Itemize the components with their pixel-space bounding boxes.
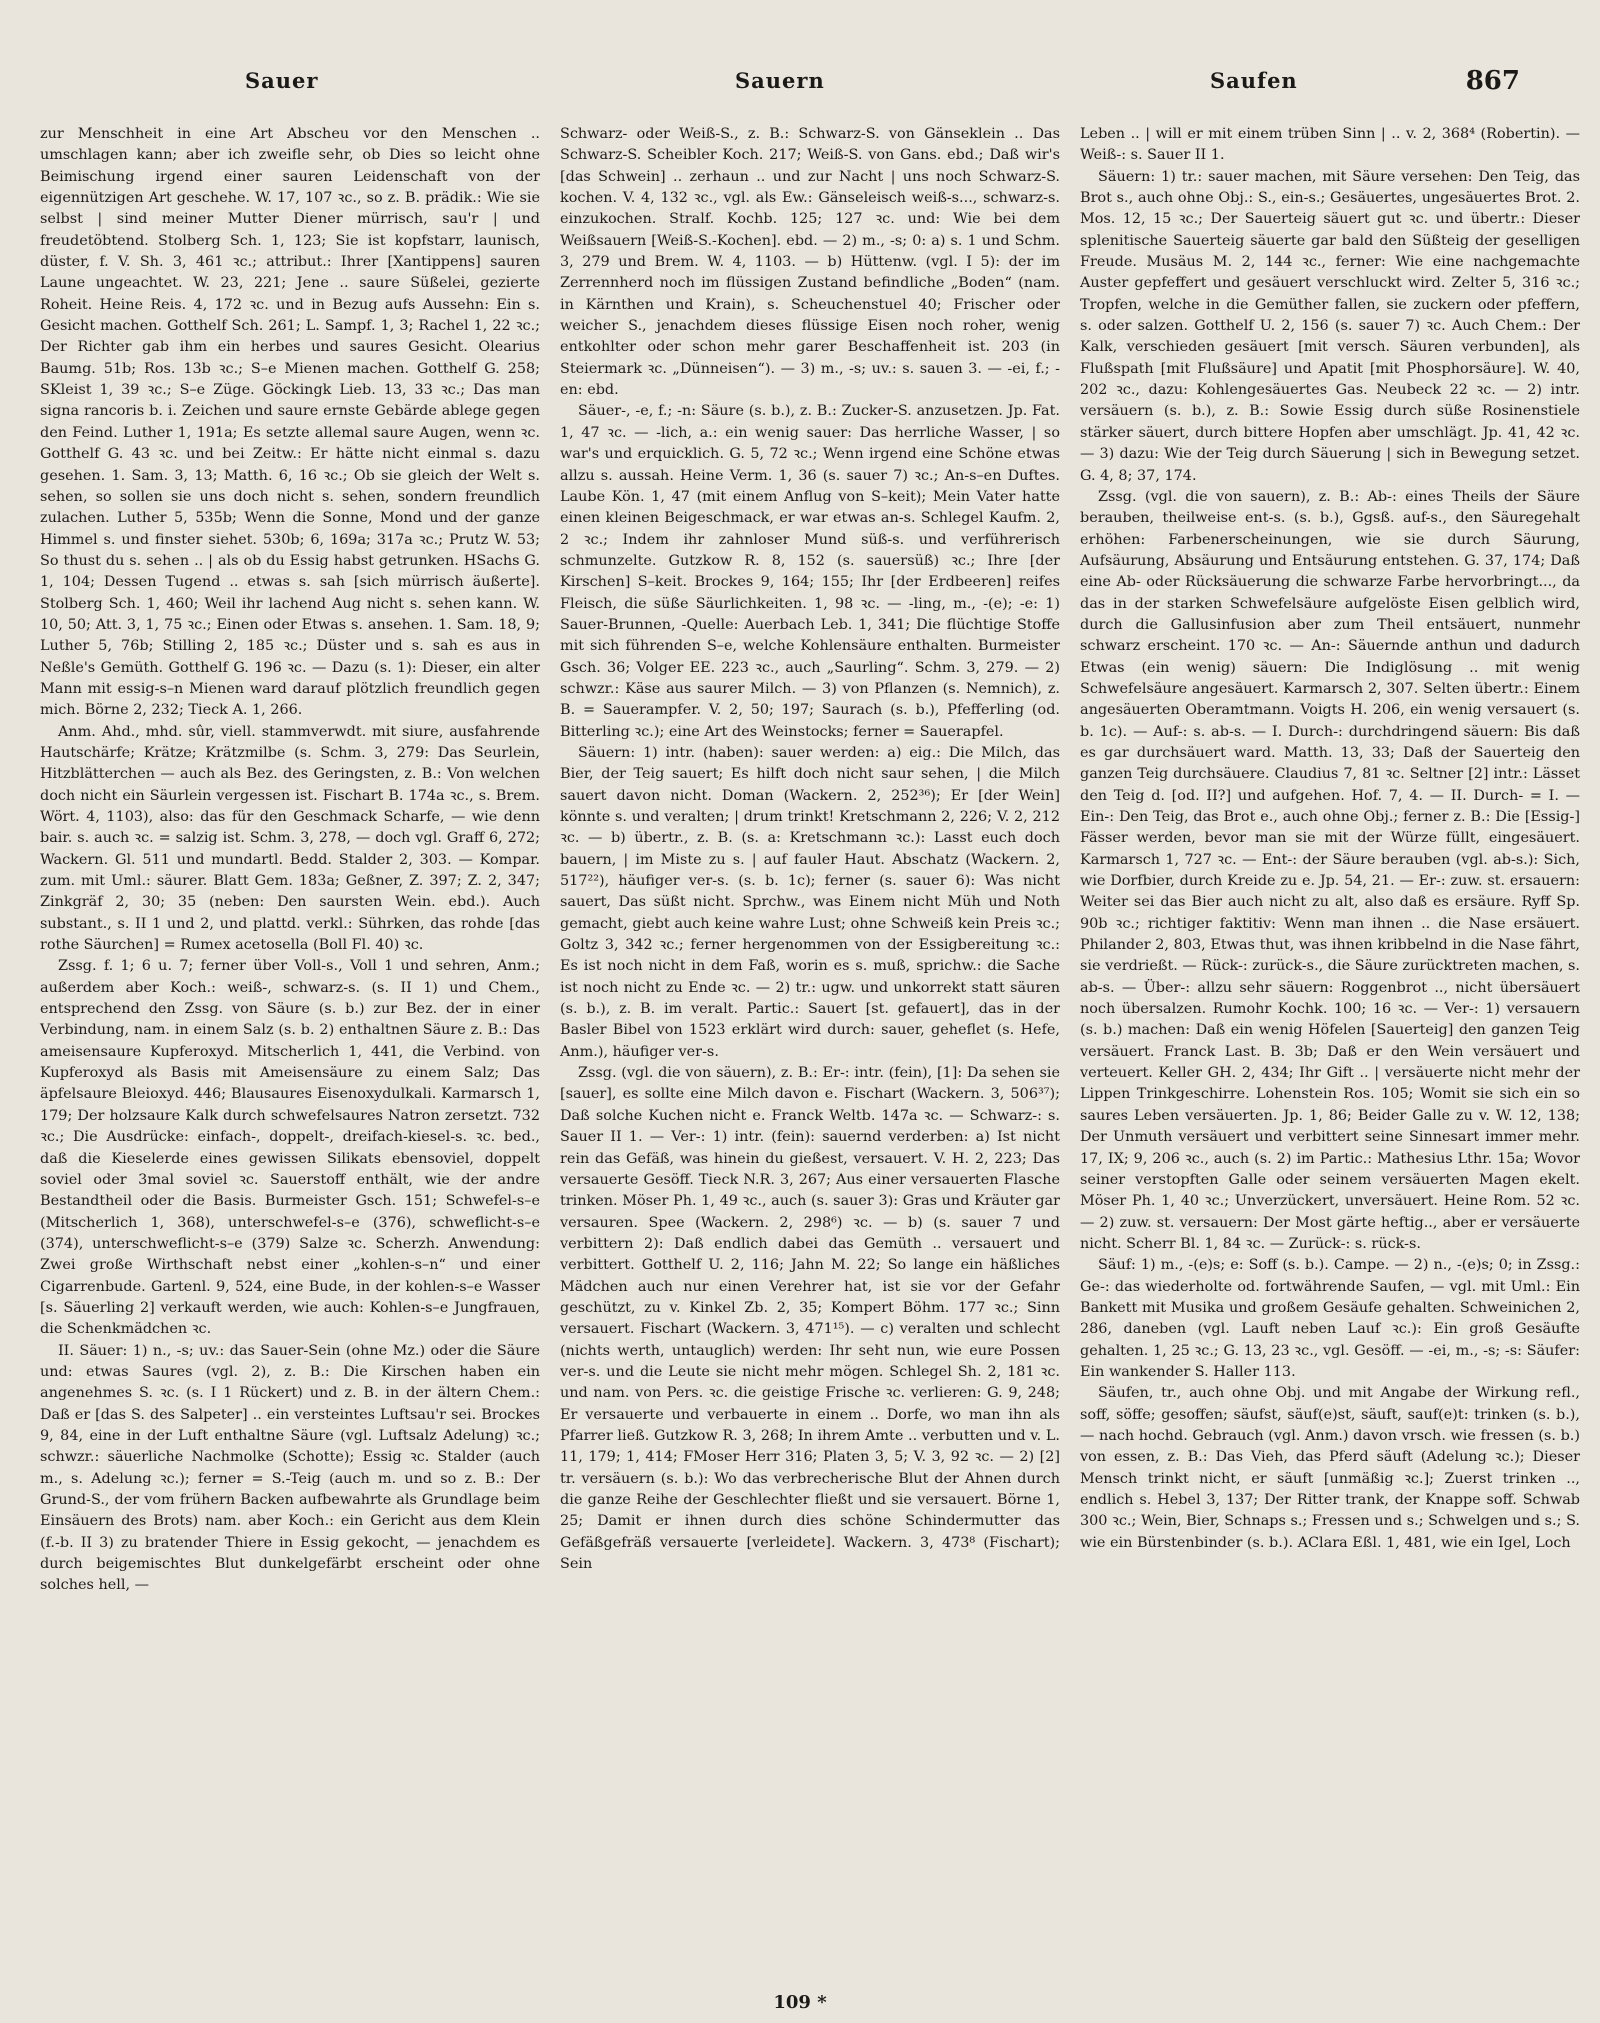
page-header	[0, 68, 1600, 108]
paragraph: Zssg. (vgl. die von säuern), z. B.: Er-: intr. (fein), [1]: Da sehen sie [sauer], es sollte eine Milch davon e. Fischart (Wackern. 3, 506³⁷); Daß solche Kuchen nicht e. Franck Weltb. 147a ꝛc. — Schwarz-: s. Sauer II 1. — Ver-: 1) intr. (fein): sauernd verderben: a) Ist nicht rein das Gefäß, was hinein du gießest, versauert. V. H. 2, 223; Das versauerte Gesöff. Tieck N.R. 3, 267; Aus einer versauerten Flasche trinken. Möser Ph. 1, 49 ꝛc., auch (s. sauer 3): Gras und Kräuter gar versauren. Spee (Wackern. 2, 298⁶) ꝛc. — b) (s. sauer 7 und verbittern 2): Daß endlich dabei das Gemüth .. versauert und verbittert. Gotthelf U. 2, 116; Jahn M. 22; So lange ein häßliches Mädchen auch nur einen Verehrer hat, ist sie vor der Gefahr geschützt, zu v. Kinkel Zb. 2, 35; Kompert Böhm. 177 ꝛc.; Sinn versauert. Fischart (Wackern. 3, 471¹⁵). — c) veralten und schlecht (nichts werth, untauglich) werden: Ihr seht nun, wie eure Possen ver-s. und die Leute sie nicht mehr mögen. Schlegel Sh. 2, 181 ꝛc. und nam. von Pers. ꝛc. die geistige Frische ꝛc. verlieren: G. 9, 248; Er versauerte und verbauerte in einem .. Dorfe, wo man ihn als Pfarrer ließ. Gutzkow R. 3, 268; In ihrem Amte .. verbutten und v. L. 11, 179; 1, 414; FMoser Herr 316; Platen 3, 5; V. 3, 92 ꝛc. — 2) [2] tr. versäuern (s. b.): Wo das verbrecherische Blut der Ahnen durch die ganze Reihe der Geschlechter fließt und sie versauert. Börne 1, 25; Damit er ihnen durch dies schöne Schindermutter das Gefäßgefräß versauerte [verleidete]. Wackern. 3, 473⁸ (Fischart); Sein	[560, 1065, 1060, 1573]
paragraph: Zssg. f. 1; 6 u. 7; ferner über Voll-s., Voll 1 und sehren, Anm.; außerdem aber Koch.: weiß-, schwarz-s. (s. II 1) und Chem., entsprechend den Zssg. von Säure (s. b.) zur Bez. der in einer Verbindung, nam. in einem Salz (s. b. 2) enthaltnen Säure z. B.: Das ameisensaure Kupferoxyd. Mitscherlich 1, 441, die Verbind. von Kupferoxyd als Basis mit Ameisensäure zu einem Salz; Das äpfelsaure Bleioxyd. 446; Blausaures Eisenoxydulkali. Karmarsch 1, 179; Der holzsaure Kalk durch schwefelsaures Natron zersetzt. 732 ꝛc.; Die Ausdrücke: einfach-, doppelt-, dreifach-kiesel-s. ꝛc. bed., daß die Kieselerde eines gewissen Silikats ebensoviel, doppelt soviel oder 3mal soviel ꝛc. Sauerstoff enthält, wie der andre Bestandtheil oder die Basis. Burmeister Gsch. 151; Schwefel-s–e (Mitscherlich 1, 368), unterschwefel-s–e (376), schweflicht-s–e (374), unterschweflicht-s–e (379) Salze ꝛc. Scherzh. Anwendung: Zwei große Wirthschaft nebst einer „kohlen-s–n“ und einer Cigarrenbude. Gartenl. 9, 524, eine Bude, in der kohlen-s–e Wasser [s. Säuerling 2] verkauft werden, wie auch: Kohlen-s–e Jungfrauen, die Schenkmädchen ꝛc.	[40, 958, 540, 1338]
page-number: 867	[1465, 66, 1520, 96]
text-column-middle	[560, 124, 1060, 1575]
sheet-signature: 109 *	[773, 1992, 827, 2013]
paragraph: zur Menschheit in eine Art Abscheu vor den Menschen .. umschlagen kann; aber ich zweifle sehr, ob Dies so leicht ohne Beimischung irgend einer sauren Leidenschaft von der eigennützigen Art geschehe. W. 17, 107 ꝛc., so z. B. prädik.: Wie sie selbst | sind meiner Mutter Diener mürrisch, sau'r | und freudetöbtend. Stolberg Sch. 1, 123; Sie ist kopfstarr, launisch, düster, f. V. Sh. 3, 461 ꝛc.; attribut.: Ihrer [Xantippens] sauren Laune ungeachtet. W. 23, 221; Jene .. saure Süßelei, gezierte Roheit. Heine Reis. 4, 172 ꝛc. und in Bezug aufs Aussehn: Ein s. Gesicht machen. Gotthelf Sch. 261; L. Sampf. 1, 3; Rachel 1, 22 ꝛc.; Der Richter gab ihm ein herbes und saures Gesicht. Olearius Baumg. 51b; Ros. 13b ꝛc.; S–e Mienen machen. Gotthelf G. 258; SKleist 1, 39 ꝛc.; S–e Züge. Göckingk Lieb. 13, 33 ꝛc.; Das man signa rancoris b. i. Zeichen und saure ernste Gebärde ablege gegen den Feind. Luther 1, 191a; Es setzte allemal saure Augen, wenn ꝛc. Gotthelf G. 43 ꝛc. und bei Zeitw.: Er hätte nicht einmal s. dazu gesehen. 1. Sam. 3, 13; Matth. 6, 16 ꝛc.; Ob sie gleich der Welt s. sehen, so sollen sie uns doch nicht s. sehen, sondern freundlich zulachen. Luther 5, 535b; Wenn die Sonne, Mond und der ganze Himmel s. und finster siehet. 530b; 6, 169a; 317a ꝛc.; Prutz W. 53; So thust du s. sehen .. | als ob du Essig habst getrunken. HSachs G. 1, 104; Dessen Tugend .. etwas s. sah [sich mürrisch äußerte]. Stolberg Sch. 1, 460; Weil ihr lachend Aug nicht s. sehen kann. W. 10, 50; Att. 3, 1, 75 ꝛc.; Einen oder Etwas s. ansehen. 1. Sam. 18, 9; Luther 5, 76b; Stilling 2, 185 ꝛc.; Düster und s. sah es aus in Neßle's Gemüth. Gotthelf G. 196 ꝛc. — Dazu (s. 1): Dieser, ein alter Mann mit essig-s–n Mienen ward darauf plötzlich freundlich gegen mich. Börne 2, 232; Tieck A. 1, 266.	[40, 126, 540, 719]
paragraph: Säuern: 1) tr.: sauer machen, mit Säure versehen: Den Teig, das Brot s., auch ohne Obj.: S., ein-s.; Gesäuertes, ungesäuertes Brot. 2. Mos. 12, 15 ꝛc.; Der Sauerteig säuert gut ꝛc. und übertr.: Dieser splenitische Sauerteig säuerte gar bald den Süßteig der geselligen Freude. Musäus M. 2, 144 ꝛc., ferner: Wie eine nachgemachte Auster gepfeffert und gesäuert verschluckt wird. Zelter 5, 316 ꝛc.; Tropfen, welche in die Gemüther fallen, sie zuckern oder pfeffern, s. oder salzen. Gotthelf U. 2, 156 (s. sauer 7) ꝛc. Auch Chem.: Der Kalk, verschieden gesäuert [mit versch. Säuren verbunden], als Flußspath [mit Flußsäure] und Apatit [mit Phosphorsäure]. W. 40, 202 ꝛc., dazu: Kohlengesäuertes Gas. Neubeck 22 ꝛc. — 2) intr. versäuern (s. b.), z. B.: Sowie Essig durch süße Rosinenstiele stärker säuert, durch bittere Hopfen aber umschlägt. Jp. 41, 42 ꝛc. — 3) dazu: Wie der Teig durch Säuerung | sich in Bewegung setzet. G. 4, 8; 37, 174.	[1080, 168, 1580, 484]
left-headword: Sauer	[245, 68, 319, 93]
text-column-left	[40, 124, 540, 1597]
right-headword: Saufen	[1210, 68, 1298, 93]
paragraph: Säuf: 1) m., -(e)s; e: Soff (s. b.). Campe. — 2) n., -(e)s; 0; in Zssg.: Ge-: das wiederholte od. fortwährende Saufen, — vgl. mit Uml.: Ein Bankett mit Musika und großem Gesäufe gehalten. Schweinichen 2, 286, daneben (vgl. Lauft neben Lauf ꝛc.): Ein groß Gesäufte gehalten. 1, 25 ꝛc.; G. 13, 23 ꝛc., vgl. Gesöff. — -ei, m., -s; -s: Säufer: Ein wankender S. Haller 113.	[1080, 1257, 1580, 1380]
paragraph: Säufen, tr., auch ohne Obj. und mit Angabe der Wirkung refl., soff, söffe; gesoffen; säufst, säuf(e)st, säuft, sauf(e)t: trinken (s. b.), — nach hochd. Gebrauch (vgl. Anm.) davon vrsch. wie fressen (s. b.) von essen, z. B.: Das Vieh, das Pferd säuft (Adelung ꝛc.); Dieser Mensch trinkt nicht, er säuft [unmäßig ꝛc.]; Zuerst trinken .., endlich s. Hebel 3, 137; Der Ritter trank, der Knappe soff. Schwab 300 ꝛc.; Wein, Bier, Schnaps s.; Fressen und s.; Schwelgen und s.; S. wie ein Bürstenbinder (s. b.). AClara Eßl. 1, 481, wie ein Igel, Loch	[1080, 1385, 1580, 1551]
center-headword: Sauern	[735, 68, 825, 93]
text-column-right	[1080, 124, 1580, 1554]
paragraph: II. Säuer: 1) n., -s; uv.: das Sauer-Sein (ohne Mz.) oder die Säure und: etwas Saures (vgl. 2), z. B.: Die Kirschen haben ein angenehmes S. ꝛc. (s. I 1 Rückert) und z. B. in der ältern Chem.: Daß er [das S. des Salpeter] .. ein versteintes Luftsau'r sei. Brockes 9, 84, eine in der Luft enthaltne Säure (vgl. Luftsalz Adelung) ꝛc.; schwzr.: säuerliche Nachmolke (Schotte); Essig ꝛc. Stalder (auch m., s. Adelung ꝛc.); ferner = S.-Teig (auch m. und so z. B.: Der Grund-S., der vom frühern Backen aufbewahrte als Grundlage beim Einsäuern des Brots) nam. aber Koch.: ein Gericht aus dem Klein (f.-b. II 3) zu bratender Thiere in Essig gekocht, — jenachdem es durch beigemischtes Blut dunkelgefärbt erscheint oder ohne solches hell, —	[40, 1342, 540, 1594]
paragraph: Anm. Ahd., mhd. sûr, viell. stammverwdt. mit siure, ausfahrende Hautschärfe; Krätze; Krätzmilbe (s. Schm. 3, 279: Das Seurlein, Hitzblätterchen — auch als Bez. des Geringsten, z. B.: Von welchen doch nicht ein Säurlein vergessen ist. Fischart B. 174a ꝛc., s. Brem. Wört. 4, 1103), also: das für den Geschmack Scharfe, — wie denn bair. s. auch ꝛc. = salzig ist. Schm. 3, 278, — doch vgl. Graff 6, 272; Wackern. Gl. 511 und mundartl. Bedd. Stalder 2, 303. — Kompar. zum. mit Uml.: säurer. Blatt Gem. 183a; Geßner, Z. 397; Z. 2, 347; Zinkgräf 2, 30; 35 (neben: Den saursten Wein. ebd.). Auch substant., s. II 1 und 2, und plattd. verkl.: Sührken, das rohde [das rothe Säurchen] = Rumex acetosella (Boll Fl. 40) ꝛc.	[40, 723, 540, 954]
paragraph: Säuer-, -e, f.; -n: Säure (s. b.), z. B.: Zucker-S. anzusetzen. Jp. Fat. 1, 47 ꝛc. — -lich, a.: ein wenig sauer: Das herrliche Wasser, | so war's und erquicklich. G. 5, 72 ꝛc.; Wenn irgend eine Schöne etwas allzu s. aussah. Heine Verm. 1, 36 (s. sauer 7) ꝛc.; An-s–en Duftes. Laube Kön. 1, 47 (mit einem Anflug von S–keit); Mein Vater hatte einen kleinen Beigeschmack, er war etwas an-s. Schlegel Kaufm. 2, 2 ꝛc.; Indem ihr zahnloser Mund süß-s. und verführerisch schmunzelte. Gutzkow R. 8, 152 (s. sauersüß) ꝛc.; Ihre [der Kirschen] S–keit. Brockes 9, 164; 155; Ihr [der Erdbeeren] reifes Fleisch, die süße Säurlichkeiten. 1, 98 ꝛc. — -ling, m., -(e); -e: 1) Sauer-Brunnen, -Quelle: Auerbach Leb. 1, 341; Die flüchtige Stoffe mit sich führenden S–e, welche Kohlensäure enthalten. Burmeister Gsch. 36; Volger EE. 223 ꝛc., auch „Saurling“. Schm. 3, 279. — 2) schwzr.: Käse aus saurer Milch. — 3) von Pflanzen (s. Nemnich), z. B. = Sauerampfer. V. 2, 50; 197; Saurach (s. b.), Pfefferling (od. Bitterling ꝛc.); eine Art des Weinstocks; ferner = Sauerapfel.	[560, 403, 1060, 740]
paragraph: Leben .. | will er mit einem trüben Sinn | .. v. 2, 368⁴ (Robertin). — Weiß-: s. Sauer II 1.	[1080, 126, 1580, 164]
paragraph: Schwarz- oder Weiß-S., z. B.: Schwarz-S. von Gänseklein .. Das Schwarz-S. Scheibler Koch. 217; Weiß-S. von Gans. ebd.; Daß wir's [das Schwein] .. zerhaun .. und zur Nacht | uns noch Schwarz-S. kochen. V. 4, 132 ꝛc., vgl. als Ew.: Gänseleisch weiß-s..., schwarz-s. einzukochen. Stralf. Kochb. 125; 127 ꝛc. und: Wie bei dem Weißsauern [Weiß-S.-Kochen]. ebd. — 2) m., -s; 0: a) s. 1 und Schm. 3, 279 und Brem. W. 4, 1103. — b) Hüttenw. (vgl. I 5): der im Zerrennherd noch im flüssigen Zustand befindliche „Boden“ (nam. in Kärnthen und Krain), s. Scheuchenstuel 40; Frischer oder weicher S., jenachdem dieses flüssige Eisen noch roher, wenig entkohlter oder schon mehr garer Beschaffenheit ist. 203 (in Steiermark ꝛc. „Dünneisen“). — 3) m., -s; uv.: s. sauen 3. — -ei, f.; -en: ebd.	[560, 126, 1060, 399]
paragraph: Zssg. (vgl. die von sauern), z. B.: Ab-: eines Theils der Säure berauben, theilweise ent-s. (s. b.), Ggsß. auf-s., den Säuregehalt erhöhen: Farbenerscheinungen, wie sie durch Säurung, Aufsäurung, Absäurung und Entsäurung entstehen. G. 37, 174; Daß eine Ab- oder Rücksäuerung die schwarze Farbe hervorbringt..., da das in der starken Schwefelsäure aufgelöste Eisen gelblich wird, durch die Gallusinfusion aber zum Theil entsäuert, nunmehr schwarz erscheint. 170 ꝛc. — An-: Säuernde anthun und dadurch Etwas (ein wenig) säuern: Die Indiglösung .. mit wenig Schwefelsäure angesäuert. Karmarsch 2, 307. Selten übertr.: Einem angesäuerten Oberamtmann. Voigts H. 206, ein wenig versauert (s. b. 1c). — Auf-: s. ab-s. — I. Durch-: durchdringend säuern: Bis daß es gar durchsäuert ward. Matth. 13, 33; Daß der Sauerteig den ganzen Teig durchsäuere. Claudius 7, 81 ꝛc. Seltner [2] intr.: Lässet den Teig d. [od. II?] und aufgehen. Hof. 7, 4. — II. Durch- = I. — Ein-: Den Teig, das Brot e., auch ohne Obj.; ferner z. B.: Die [Essig-] Fässer werden, bevor man sie mit der Würze füllt, eingesäuert. Karmarsch 1, 727 ꝛc. — Ent-: der Säure berauben (vgl. ab-s.): Sich, wie Dorfbier, durch Kreide zu e. Jp. 54, 21. — Er-: zuw. st. ersauern: Weiter sei das Bier auch nicht zu alt, also daß es ersäure. Ryff Sp. 90b ꝛc.; richtiger faktitiv: Wenn man ihnen .. die Nase ersäuert. Philander 2, 803, Etwas thut, was ihnen kribbelnd in die Nase fährt, sie verdrießt. — Rück-: zurück-s., die Säure zurücktreten machen, s. ab-s. — Über-: allzu sehr säuern: Roggenbrot .., nicht übersäuert noch übersalzen. Rumohr Kochk. 100; 16 ꝛc. — Ver-: 1) versauern (s. b.) machen: Daß ein wenig Höfelen [Sauerteig] den ganzen Teig versäuert. Franck Last. B. 3b; Daß er den Wein versäuert und verteuert. Keller GH. 2, 434; Ihr Gift .. | versäuerte nicht mehr der Lippen Trinkgeschirre. Lohenstein Ros. 105; Womit sie sich ein so saures Leben versäuerten. Jp. 1, 86; Beider Galle zu v. W. 12, 138; Der Unmuth versäuert und verbittert seine Sinnesart immer mehr. 17, IX; 9, 206 ꝛc., auch (s. 2) im Partic.: Mathesius Lthr. 15a; Wovor seiner verstopften Galle oder seinem versäuerten Magen ekelt. Möser Ph. 1, 40 ꝛc.; Unverzückert, unversäuert. Heine Rom. 52 ꝛc. — 2) zuw. st. versauern: Der Most gärte heftig.., aber er versäuerte nicht. Scherr Bl. 1, 84 ꝛc. — Zurück-: s. rück-s.	[1080, 488, 1580, 1252]
paragraph: Säuern: 1) intr. (haben): sauer werden: a) eig.: Die Milch, das Bier, der Teig sauert; Es hilft doch nicht saur sehen, | die Milch sauert davon nicht. Doman (Wackern. 2, 252³⁶); Er [der Wein] könnte s. und veralten; | drum trinkt! Kretschmann 2, 226; V. 2, 212 ꝛc. — b) übertr., z. B. (s. a: Kretschmann ꝛc.): Lasst euch doch bauern, | im Miste zu s. | auf fauler Haut. Abschatz (Wackern. 2, 517²²), häufiger ver-s. (s. b. 1c); ferner (s. sauer 6): Was nicht sauert, Das süßt nicht. Sprchw., was Einem nicht Müh und Noth gemacht, giebt auch keine wahre Lust; ohne Schweiß kein Preis ꝛc.; Goltz 3, 342 ꝛc.; ferner hergenommen von der Essigbereitung ꝛc.: Es ist noch nicht in dem Faß, worin es s. muß, sprichw.: die Sache ist noch nicht zu Ende ꝛc. — 2) tr.: ugw. und unkorrekt statt säuren (s. b.), z. B. im veralt. Partic.: Sauert [st. gefauert], das in der Basler Bibel von 1523 erklärt wird durch: sauer, geheflet (s. Hefe, Anm.), häufiger ver-s.	[560, 744, 1060, 1060]
